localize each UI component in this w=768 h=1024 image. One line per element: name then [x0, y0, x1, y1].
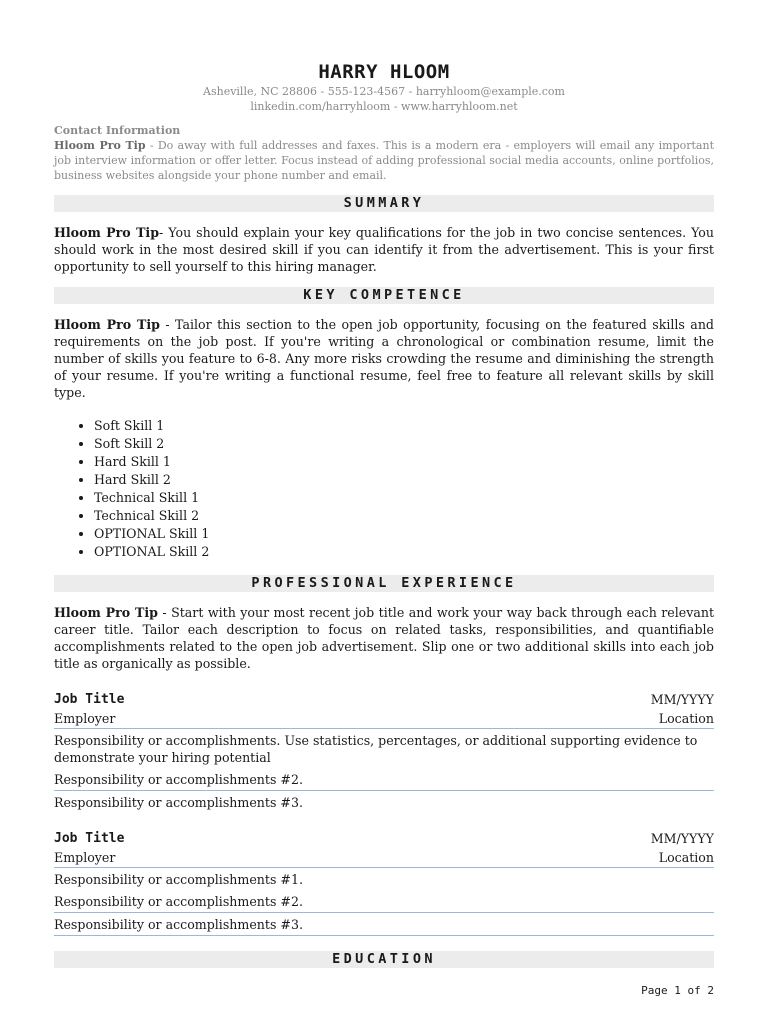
job-title: Job Title	[54, 692, 125, 707]
job-location: Location	[658, 850, 714, 865]
resume-page	[54, 60, 714, 968]
contact-line-2: linkedin.com/harryhloom - www.harryhloom.net	[250, 100, 518, 113]
skills-list	[54, 417, 714, 561]
contact-info-label: Contact Information	[54, 124, 181, 137]
experience-tip-label: Hloom Pro Tip	[54, 605, 158, 620]
summary-paragraph	[54, 224, 714, 275]
contact-tip-label: Hloom Pro Tip	[54, 139, 146, 152]
experience-heading: PROFESSIONAL EXPERIENCE	[54, 575, 714, 592]
contact-tip-text: - Do away with full addresses and faxes. This is a modern era - employers will email any important job interview information or offer letter. Focus instead of adding professional social media accounts, online portfolios, business websites alongside your phone number and email.	[54, 139, 714, 182]
job-entry	[54, 829, 714, 936]
experience-tip-text: - Start with your most recent job title and work your way back through each relevant career title. Tailor each description to focus on related tasks, responsibilities, and quantifiable accomplishments related to the open job advertisement. Slip one or two additional skills into each job title as organically as possible.	[54, 605, 714, 671]
job-employer: Employer	[54, 850, 116, 865]
job-date: MM/YYYY	[650, 692, 714, 707]
education-heading: EDUCATION	[54, 951, 714, 968]
summary-tip-label: Hloom Pro Tip	[54, 225, 160, 240]
job-date: MM/YYYY	[650, 831, 714, 846]
skill-item: • OPTIONAL Skill 2	[94, 543, 714, 561]
competence-tip-text: - Tailor this section to the open job opportunity, focusing on the featured skills and requirements on the job post. If you're writing a chronological or combination resume, limit the number of skills you feature to 6-8. Any more risks crowding the resume and diminishing the strength of your resume. If you're writing a functional resume, feel free to feature all relevant skills by skill type.	[54, 317, 714, 400]
candidate-name: HARRY HLOOM	[318, 61, 450, 83]
skill-item: • Soft Skill 2	[94, 435, 714, 453]
competence-heading: KEY COMPETENCE	[54, 287, 714, 304]
responsibility-item: Responsibility or accomplishments #2.	[54, 768, 714, 791]
job-entry	[54, 690, 714, 813]
page-number: Page 1 of 2	[641, 984, 714, 997]
job-employer-row	[54, 709, 714, 729]
experience-paragraph	[54, 604, 714, 672]
contact-line-1: Asheville, NC 28806 - 555-123-4567 - harryhloom@example.com	[203, 85, 565, 98]
contact-info-tip	[54, 138, 714, 183]
responsibility-item: Responsibility or accomplishments #1.	[54, 872, 304, 887]
job-employer: Employer	[54, 711, 116, 726]
job-location: Location	[658, 711, 714, 726]
skill-item: • Hard Skill 2	[94, 471, 714, 489]
skill-item: • OPTIONAL Skill 1	[94, 525, 714, 543]
job-title-row	[54, 829, 714, 848]
summary-tip-text: - You should explain your key qualifications for the job in two concise sentences. You should work in the most desired skill if you can identify it from the advertisement. This is your first opportunity to sell yourself to this hiring manager.	[54, 225, 715, 274]
responsibility-item: Responsibility or accomplishments #3.	[54, 913, 714, 936]
skill-item: • Soft Skill 1	[94, 417, 714, 435]
skill-item: • Hard Skill 1	[94, 453, 714, 471]
job-employer-row	[54, 848, 714, 868]
job-title-row	[54, 690, 714, 709]
competence-paragraph	[54, 316, 714, 401]
summary-heading: SUMMARY	[54, 195, 714, 212]
competence-tip-label: Hloom Pro Tip	[54, 317, 160, 332]
responsibility-item: Responsibility or accomplishments #3.	[54, 795, 304, 810]
responsibility-item: Responsibility or accomplishments #2.	[54, 890, 714, 913]
skill-item: • Technical Skill 2	[94, 507, 714, 525]
job-title: Job Title	[54, 831, 125, 846]
responsibility-item: Responsibility or accomplishments. Use statistics, percentages, or additional supporting evidence to demonstrate your hiring potential	[54, 733, 698, 765]
skill-item: • Technical Skill 1	[94, 489, 714, 507]
